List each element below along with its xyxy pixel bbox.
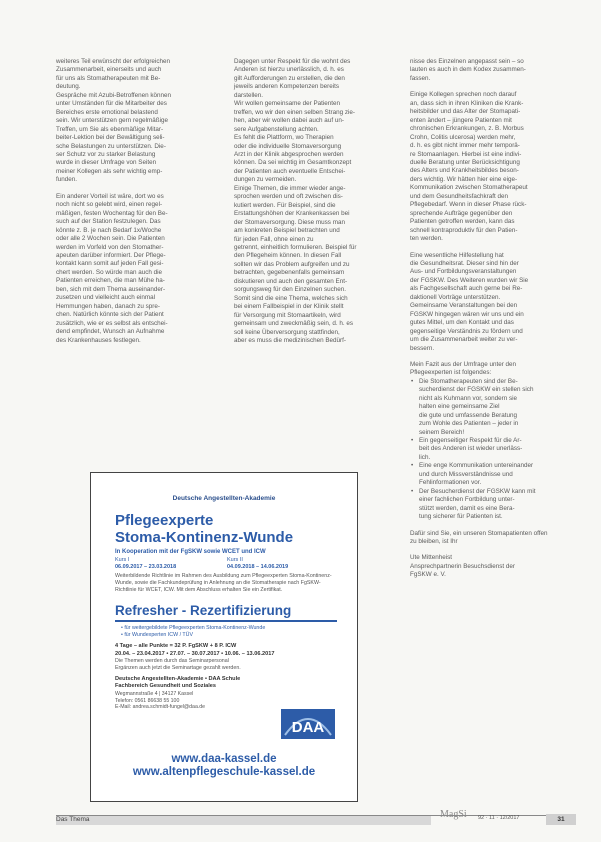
ad-address-phone: Telefon: 0561 86638 55 100 (115, 697, 180, 704)
text-line: könnte z. B. je nach Bedarf 1x/Woche (56, 226, 162, 234)
ad-academy-line-1: Deutsche Angestellten-Akademie • DAA Schule (115, 675, 241, 682)
text-line: dungen zu vermeiden. (234, 176, 297, 184)
text-line: chert werden. So würde man auch die (56, 268, 163, 276)
text-line: unter Umständen für die Mitarbeiter des (56, 100, 167, 108)
text-line: Gemeinsame Veranstaltungen bei den (410, 302, 518, 310)
text-line: die Gesundheitsrat. Dieser sind hin der (410, 259, 519, 267)
text-line: deutung. (56, 83, 81, 91)
text-line: chen. Natürlich könnte sich der Patient (56, 311, 164, 319)
text-line: für jeden Fall, ohne einen zu (234, 235, 314, 243)
text-line: gilt Aufforderungen zu erstellen, die den (234, 74, 345, 82)
ad-cooperation: In Kooperation mit der FgSKW sowie WCET und ICW (115, 549, 266, 555)
text-line: sere Aufgabenstellung achten. (234, 125, 319, 133)
text-line: fassen. (410, 74, 431, 82)
text-line: treffen, wo wir den einen selben Strang zie- (234, 108, 355, 116)
text-line: Dagegen unter Respekt für die wohnt des (234, 58, 351, 65)
ad-address-street: Wegmannstraße 4 | 34127 Kassel (115, 690, 194, 697)
conclusion-list (410, 378, 575, 522)
text-line: soll keine Überversorgung stattfinden, (234, 328, 340, 336)
text-line: bessern. (410, 344, 435, 352)
text-line: Treffen, um Sie als ebenmäßige Mitar- (56, 125, 164, 133)
ad-course-2 (227, 557, 335, 571)
conclusion-line: seinem Bereich! (419, 428, 465, 436)
text-line: enten ändert – jüngere Patienten mit (410, 116, 512, 124)
text-line: such auf der Station festzulegen. Das (56, 218, 161, 226)
text-line: sorgungsweg für den Einzelnen suchen. (234, 286, 347, 294)
text-line: Gespräche mit Azubi-Betroffenen können (56, 91, 172, 99)
text-line: an, dass sich in ihren Kliniken die Krank- (410, 99, 524, 107)
ad-days: 4 Tage – alle Punkte = 32 P. FgSKW + 8 P. ICW (115, 642, 237, 649)
closing-line: Ute Mittenheist (410, 554, 452, 562)
text-line: kutiert werden. Für Beispiel, sind die (234, 201, 336, 209)
text-line: Aus- und Fortbildungsveranstaltungen (410, 268, 517, 276)
footer-magazine-name: MagSi (440, 809, 467, 820)
text-line: d. h. es gibt nicht immer mehr temporä- (410, 142, 520, 150)
text-column-3 (410, 58, 575, 580)
text-line: Anderen ist hierzu unerlässlich, d. h. es (234, 66, 344, 74)
text-line: Patienten getroffen werden, kann das (410, 218, 515, 226)
text-line: Einige Kollegen sprechen noch darauf (410, 91, 517, 99)
text-line: kontakt kann somit auf jeden Fall gesi- (56, 260, 164, 268)
daa-logo (281, 709, 335, 745)
footer-issue: 92 · 11 · 12/2017 (478, 815, 520, 821)
text-line: Eine wesentliche Hilfestellung hat (410, 251, 504, 259)
text-line: heitsbilder und das Alter der Stomapati- (410, 108, 521, 116)
text-line: FGSKW hingegen wären wir uns und ein (410, 310, 524, 318)
text-line: sche Belastungen zu unterstützen. Die- (56, 142, 166, 150)
paragraph-gap (410, 353, 575, 361)
ad-academy-line-2: Fachbereich Gesundheit und Soziales (115, 682, 217, 689)
conclusion-line: Fehlinformationen vor. (419, 479, 482, 487)
ad-course-1-label: Kurs I (115, 557, 130, 563)
ad-description: Weiterbildende Richtlinie im Rahmen des Ausbildung zum Pflegeexperten Stoma-Kontinenz-Wunde, sowie die Fachkundeprüfung in Anlehnung an die Stomatherapie nach FgSKW-Richtlinie für WCET, ICW. Mit dem Abschluss erhalten Sie ein Zertifikat. (115, 573, 332, 593)
text-line: als Fachgesellschaft auch gerne bei Re- (410, 285, 523, 293)
conclusion-line: und durch Missverständnisse und (419, 470, 513, 478)
conclusion-line: beit des Anderen ist wieder unerläss- (419, 445, 523, 453)
text-line: für uns als Stomatherapeuten mit Be- (56, 74, 161, 82)
text-line: re Stomaanlagen. Hierbei ist eine indivi- (410, 150, 522, 158)
text-line: ders wichtig. Wir hätten hier eine eige- (410, 175, 518, 183)
text-line: werden im Vorfeld von den Stomather- (56, 243, 164, 251)
ad-top-label: Deutsche Angestellten-Akademie (172, 495, 276, 502)
ad-courses (115, 557, 335, 571)
conclusion-line: lich. (419, 453, 431, 461)
text-line: mäßigen, festen Wochentag für den Be- (56, 209, 168, 217)
conclusion-line: halten eine gemeinsame Ziel (419, 403, 500, 411)
text-line: betrachten, gegebenenfalls gemeinsam (234, 269, 345, 277)
text-line: ser Schutz vor zu starker Belastung (56, 150, 156, 158)
ad-course-2-label: Kurs II (227, 557, 243, 563)
text-line: des Krankenhauses festlegen. (56, 336, 141, 344)
conclusion-line: nicht als Kuhmann vor, sondern sie (419, 394, 518, 402)
text-line: Hemmungen haben, danach zu spre- (56, 302, 160, 310)
text-line: hen, aber wir wollen dabei auch auf un- (234, 117, 344, 125)
text-line: gemeinsam und zweckmäßig sein, d. h. es (234, 320, 353, 328)
ad-course-1-dates: 06.09.2017 – 23.03.2018 (115, 564, 177, 570)
text-line: können. Da sei wichtig im Gesamtkonzept (234, 159, 352, 167)
conclusion-line: stützt werden, damit es eine Bera- (419, 504, 515, 512)
text-line: der FGSKW. Des Weiteren wurden wir Sie (410, 276, 529, 284)
text-line: Ein anderer Vorteil ist wäre, dort wo es (56, 192, 164, 200)
ad-note-2: Ergänzen auch jetzt die Seminartage gezahlt werden. (115, 664, 241, 671)
text-line: jeweils anderen Kompetenzen bereits (234, 83, 340, 91)
ad-urls (91, 753, 357, 779)
ad-title: Pflegeexperte (115, 512, 214, 529)
text-line: sprochen werden und oft zwischen dis- (234, 193, 343, 201)
text-line: Bereiches erste emotional belastend (56, 108, 158, 116)
text-line: Zusammenarbeit, einerseits und auch (56, 66, 162, 74)
text-line: Erstattungshöhen der Krankenkassen bei (234, 210, 350, 218)
text-line: Crohn, Colitis ulcerosa) werden mehr, (410, 133, 516, 141)
conclusion-line: zum Wohle des Patienten – jeder in (419, 420, 519, 428)
conclusion-line: einer fachlichen Fortbildung unter- (419, 496, 515, 504)
text-line: meiner Kollegen als sehr wichtig emp- (56, 167, 163, 175)
ad-url-daa[interactable]: www.daa-kassel.de (171, 753, 277, 765)
text-line: ben, sich mit dem Thema auseinander- (56, 285, 166, 293)
text-line: duelle Beratung unter Berücksichtigung (410, 158, 520, 166)
text-line: gutes Mittel, um den Kontakt und das (410, 319, 514, 327)
ad-target-1: • für weitergebildete Pflegeexperten Stoma-Kontinenz-Wunde (121, 624, 266, 631)
text-line: darstellen. (234, 91, 264, 99)
text-line: sprechende Aufträge gegenüber den (410, 209, 513, 217)
conclusion-line: • Eine enge Kommunikation untereinander (419, 462, 575, 470)
page-number: 31 (546, 814, 576, 825)
text-line: und dem Gesundheitsfachkraft den (410, 192, 509, 200)
conclusion-line: • Der Besucherdienst der FGSKW kann mit (419, 488, 575, 496)
ad-subtitle: Stoma-Kontinenz-Wunde (115, 529, 294, 546)
text-line: chronischen Erkrankungen, z. B. Morbus (410, 125, 524, 133)
conclusion-line: • Die Stomatherapeuten sind der Be- (419, 378, 575, 386)
text-line: diskutieren und auch den gesamten Ent- (234, 277, 348, 285)
footer-section-label: Das Thema (56, 816, 90, 823)
closing-line: FgSKW e. V. (410, 571, 446, 579)
text-line: oder die individuelle Stomaversorgung (234, 142, 342, 150)
ad-divider (115, 620, 337, 622)
ad-address (115, 691, 265, 711)
ad-course-2-dates: 04.09.2018 – 14.06.2019 (227, 564, 289, 570)
text-line: am konkreten Beispiel betrachten und (234, 227, 340, 235)
text-line: Kommunikation zwischen Stomatherapeut (410, 184, 528, 192)
text-line: schnell kontraproduktiv für den Patien- (410, 226, 518, 234)
conclusion-line: • Ein gegenseitiger Respekt für die Ar- (419, 437, 575, 445)
text-line: der Stomaversorgung. Diese muss man (234, 218, 345, 226)
text-line: wurde in dieser Umfrage von Seiten (56, 159, 157, 167)
text-line: bei einem Fallbeispiel in der Klinik stellt (234, 303, 344, 311)
text-line: getrennt, einheitlich formulieren. Beispiel für (234, 243, 357, 251)
paragraph-gap (410, 522, 575, 530)
text-line: noch nicht so gelebt wird, einen regel- (56, 201, 163, 209)
ad-dates: 20.04. – 23.04.2017 • 27.07. – 30.07.2017 • 10.06. – 13.06.2017 (115, 650, 275, 657)
closing-line: zu bleiben, ist Ihr (410, 538, 458, 546)
ad-refresher-title: Refresher - Rezertifizierung (115, 603, 292, 619)
text-line: daktionell Vorträge unterstützen. (410, 293, 501, 301)
conclusion-line: tung sicherer für Patienten ist. (419, 513, 503, 521)
text-line: den Pflegeheim können. In diesen Fall (234, 252, 342, 260)
text-line: Es fehlt die Plattform, wo Therapien (234, 134, 334, 142)
text-line: lauten es auch in dem Kodex zusammen- (410, 66, 526, 74)
text-line: um die Zusammenarbeit weiter zu ver- (410, 336, 518, 344)
text-line: aber es muss die medizinischen Bedürf- (234, 336, 346, 344)
text-column-1 (56, 58, 226, 345)
text-line: Wir wollen gemeinsame der Patienten (234, 100, 341, 108)
ad-course-1 (115, 557, 223, 571)
footer-bar (56, 816, 431, 825)
closing-line: Dafür sind Sie, ein unseren Stomapatienten offen (410, 529, 548, 537)
text-line: dend empfindet, Wunsch an Aufnahme (56, 328, 165, 336)
text-line: Mein Fazit aus der Umfrage unter den (410, 360, 517, 368)
text-line: ten werden. (410, 235, 443, 243)
closing-line: Ansprechpartnerin Besuchsdienst der (410, 562, 516, 570)
text-line: apeuten darüber informiert. Der Pflege- (56, 251, 166, 259)
text-line: zusätzlich, wie er es selbst als entschei- (56, 319, 168, 327)
text-line: oder alle 2 Wochen sein. Die Patienten (56, 235, 165, 243)
text-column-2 (234, 58, 404, 345)
paragraph-gap (410, 244, 575, 252)
ad-note-1: Die Themen werden durch das Seminarpersonal (115, 657, 229, 664)
ad-academy-name (115, 676, 265, 690)
text-line: Patienten erreichen, die man Mühe ha- (56, 277, 165, 285)
text-line: gegenseitige Verständnis zu fördern und (410, 327, 523, 335)
text-line: Somit sind die eine Thema, welches sich (234, 294, 348, 302)
text-line: nisse des Einzelnen angepasst sein – so (410, 58, 524, 65)
text-line: der Patienten auch eventuelle Entschei- (234, 167, 346, 175)
text-line: beiter-Lektion bei der Bewältigung seli- (56, 134, 165, 142)
ad-refresher-targets (121, 625, 357, 639)
text-line: sein. Wir unterstützen gern regelmäßige (56, 117, 168, 125)
conclusion-line: die gute und umfassende Beratung (419, 411, 518, 419)
conclusion-line: sucherdienst der FGSKW ein stellen sich (419, 386, 534, 394)
text-line: zusetzen und vielleicht auch einmal (56, 294, 156, 302)
paragraph-gap (410, 546, 575, 554)
text-line: Pflegeexperten ist folgendes: (410, 369, 492, 377)
daa-logo-text: DAA (291, 719, 325, 736)
text-line: des Alters und Krankheitsbildes beson- (410, 167, 519, 175)
text-line: sollten wir das Problem aufgreifen und zu (234, 260, 350, 268)
text-line: für Versorgung mit Stomaartikeln, wird (234, 311, 341, 319)
ad-target-2: • für Wundexperten ICW / TÜV (121, 631, 194, 638)
text-line: Arzt in der Klinik abgesprochen werden (234, 150, 344, 158)
paragraph-gap (410, 83, 575, 91)
text-line: Pflegebedarf. Wenn in dieser Phase rück- (410, 201, 527, 209)
paragraph-gap (56, 185, 226, 193)
text-line: funden. (56, 176, 78, 184)
text-line: Einige Themen, die immer wieder ange- (234, 184, 346, 192)
advertisement-box (90, 472, 358, 802)
ad-url-altenpflegeschule[interactable]: www.altenpflegeschule-kassel.de (132, 766, 316, 778)
ad-address-email: E-Mail: andrea.schmidt-fungel@daa.de (115, 704, 206, 711)
text-line: weiteres Teil erwünscht der erfolgreichen (56, 58, 170, 65)
